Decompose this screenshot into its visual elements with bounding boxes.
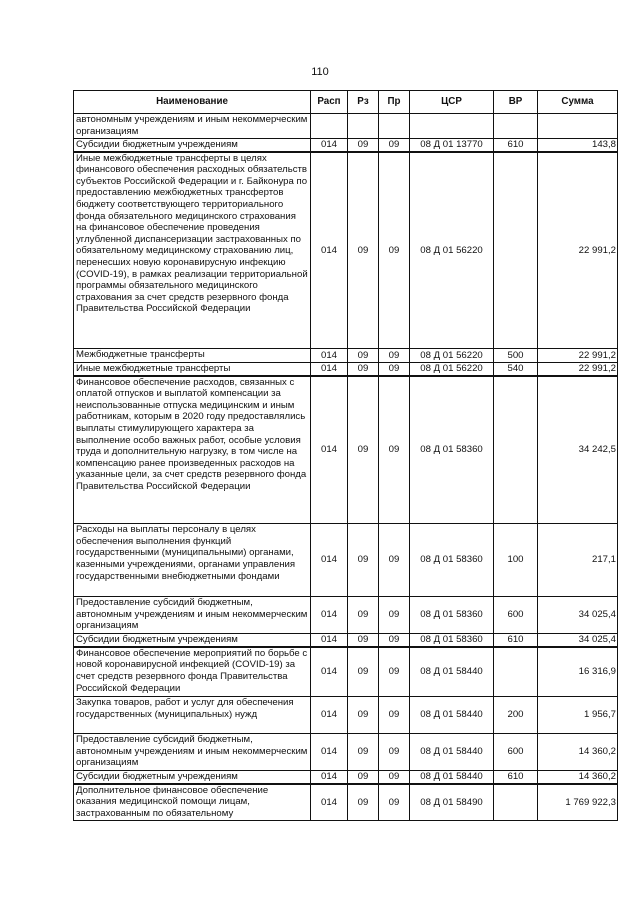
row-sum: 22 991,2 [538, 349, 618, 363]
row-sum: 143,8 [538, 139, 618, 152]
row-csr: 08 Д 01 13770 [410, 139, 494, 152]
row-csr: 08 Д 01 58440 [410, 771, 494, 784]
row-name: автономным учреждениям и иным некоммерческим организациям [74, 114, 311, 139]
row-csr [410, 114, 494, 139]
row-rasp: 014 [311, 784, 348, 821]
row-vr [494, 647, 538, 697]
row-vr: 610 [494, 771, 538, 784]
row-rasp: 014 [311, 647, 348, 697]
row-csr: 08 Д 01 56220 [410, 363, 494, 376]
table-row [74, 152, 618, 349]
row-pr: 09 [379, 376, 410, 524]
row-vr [494, 376, 538, 524]
row-pr: 09 [379, 152, 410, 349]
row-rz: 09 [348, 376, 379, 524]
row-rz: 09 [348, 349, 379, 363]
row-rz: 09 [348, 634, 379, 647]
row-csr: 08 Д 01 56220 [410, 349, 494, 363]
row-sum: 14 360,2 [538, 771, 618, 784]
row-csr: 08 Д 01 58360 [410, 597, 494, 634]
row-csr: 08 Д 01 58440 [410, 647, 494, 697]
row-pr: 09 [379, 524, 410, 597]
row-csr: 08 Д 01 58440 [410, 697, 494, 734]
row-pr: 09 [379, 784, 410, 821]
row-name: Субсидии бюджетным учреждениям [74, 139, 311, 152]
row-sum [538, 114, 618, 139]
row-pr: 09 [379, 734, 410, 771]
row-rz: 09 [348, 363, 379, 376]
row-rasp: 014 [311, 771, 348, 784]
row-sum: 1 956,7 [538, 697, 618, 734]
table-row [74, 647, 618, 697]
table-row [74, 734, 618, 771]
row-rz: 09 [348, 734, 379, 771]
row-sum: 34 242,5 [538, 376, 618, 524]
row-rz: 09 [348, 784, 379, 821]
table-row [74, 524, 618, 597]
row-vr: 540 [494, 363, 538, 376]
table-row [74, 697, 618, 734]
row-name: Финансовое обеспечение расходов, связанных с оплатой отпусков и выплатой компенсации за неиспользованные отпуска медицинским и иным работникам, которым в 2020 году предоставлялись выплаты стимулирующего характера за выполнение особо важных работ, особые условия труда и дополнительную нагрузку, в том числе на компенсацию ранее произведенных расходов на указанные цели, за счет средств резервного фонда Правительства Российской Федерации [74, 376, 311, 524]
table-row [74, 139, 618, 152]
table-row [74, 784, 618, 821]
row-rz: 09 [348, 597, 379, 634]
row-pr: 09 [379, 634, 410, 647]
row-rasp: 014 [311, 349, 348, 363]
row-csr: 08 Д 01 58490 [410, 784, 494, 821]
row-name: Предоставление субсидий бюджетным, автономным учреждениям и иным некоммерческим организациям [74, 597, 311, 634]
row-rz: 09 [348, 152, 379, 349]
row-pr: 09 [379, 139, 410, 152]
header-name: Наименование [74, 91, 311, 114]
row-vr: 600 [494, 734, 538, 771]
row-pr: 09 [379, 597, 410, 634]
budget-table [73, 90, 618, 821]
row-name: Иные межбюджетные трансферты в целях финансового обеспечения расходных обязательств субъектов Российской Федерации и г. Байконура по предоставлению межбюджетных трансфертов бюджету соответствующего территориального фонда обязательного медицинского страхования на финансовое обеспечение проведения углубленной диспансеризации застрахованных по обязательному медицинскому страхованию лиц, перенесших новую коронавирусную инфекцию (COVID-19), в рамках реализации территориальной программы обязательного медицинского страхования за счет средств резервного фонда Правительства Российской Федерации [74, 152, 311, 349]
row-sum: 34 025,4 [538, 597, 618, 634]
page-number: 110 [311, 66, 329, 78]
row-name: Субсидии бюджетным учреждениям [74, 771, 311, 784]
row-rz: 09 [348, 647, 379, 697]
row-csr: 08 Д 01 58360 [410, 524, 494, 597]
row-vr [494, 152, 538, 349]
row-sum: 22 991,2 [538, 363, 618, 376]
row-name: Дополнительное финансовое обеспечение оказания медицинской помощи лицам, застрахованным по обязательному [74, 784, 311, 821]
row-sum: 1 769 922,3 [538, 784, 618, 821]
row-pr: 09 [379, 647, 410, 697]
row-rasp: 014 [311, 734, 348, 771]
row-sum: 34 025,4 [538, 634, 618, 647]
row-vr: 200 [494, 697, 538, 734]
row-sum: 217,1 [538, 524, 618, 597]
table-row [74, 376, 618, 524]
row-sum: 22 991,2 [538, 152, 618, 349]
row-rz: 09 [348, 771, 379, 784]
row-name: Финансовое обеспечение мероприятий по борьбе с новой коронавирусной инфекцией (COVID-19) за счет средств резервного фонда Правительства Российской Федерации [74, 647, 311, 697]
row-rasp: 014 [311, 139, 348, 152]
row-rasp: 014 [311, 697, 348, 734]
row-rasp [311, 114, 348, 139]
header-vr: ВР [494, 91, 538, 114]
row-sum: 14 360,2 [538, 734, 618, 771]
header-rz: Рз [348, 91, 379, 114]
row-name: Иные межбюджетные трансферты [74, 363, 311, 376]
row-csr: 08 Д 01 56220 [410, 152, 494, 349]
header-pr: Пр [379, 91, 410, 114]
row-sum: 16 316,9 [538, 647, 618, 697]
row-pr: 09 [379, 349, 410, 363]
table-row [74, 114, 618, 139]
row-vr: 610 [494, 634, 538, 647]
row-vr: 610 [494, 139, 538, 152]
row-name: Расходы на выплаты персоналу в целях обеспечения выполнения функций государственными (муниципальными) органами, казенными учреждениями, органами управления государственными внебюджетными фондами [74, 524, 311, 597]
row-vr: 600 [494, 597, 538, 634]
row-rasp: 014 [311, 634, 348, 647]
row-name: Субсидии бюджетным учреждениям [74, 634, 311, 647]
row-csr: 08 Д 01 58440 [410, 734, 494, 771]
row-pr: 09 [379, 771, 410, 784]
table-row [74, 771, 618, 784]
row-vr: 500 [494, 349, 538, 363]
header-rasp: Расп [311, 91, 348, 114]
row-name: Межбюджетные трансферты [74, 349, 311, 363]
row-rasp: 014 [311, 363, 348, 376]
row-rasp: 014 [311, 524, 348, 597]
table-header-row [74, 91, 618, 114]
row-vr: 100 [494, 524, 538, 597]
row-csr: 08 Д 01 58360 [410, 634, 494, 647]
header-sum: Сумма [538, 91, 618, 114]
row-rz: 09 [348, 697, 379, 734]
table-row [74, 634, 618, 647]
row-vr [494, 114, 538, 139]
row-vr [494, 784, 538, 821]
row-name: Закупка товаров, работ и услуг для обеспечения государственных (муниципальных) нужд [74, 697, 311, 734]
row-csr: 08 Д 01 58360 [410, 376, 494, 524]
row-rasp: 014 [311, 597, 348, 634]
header-csr: ЦСР [410, 91, 494, 114]
row-rz: 09 [348, 139, 379, 152]
table-row [74, 349, 618, 363]
row-name: Предоставление субсидий бюджетным, автономным учреждениям и иным некоммерческим организациям [74, 734, 311, 771]
row-rasp: 014 [311, 376, 348, 524]
row-pr [379, 114, 410, 139]
row-pr: 09 [379, 363, 410, 376]
row-pr: 09 [379, 697, 410, 734]
row-rasp: 014 [311, 152, 348, 349]
row-rz: 09 [348, 524, 379, 597]
table-row [74, 363, 618, 376]
table-row [74, 597, 618, 634]
row-rz [348, 114, 379, 139]
